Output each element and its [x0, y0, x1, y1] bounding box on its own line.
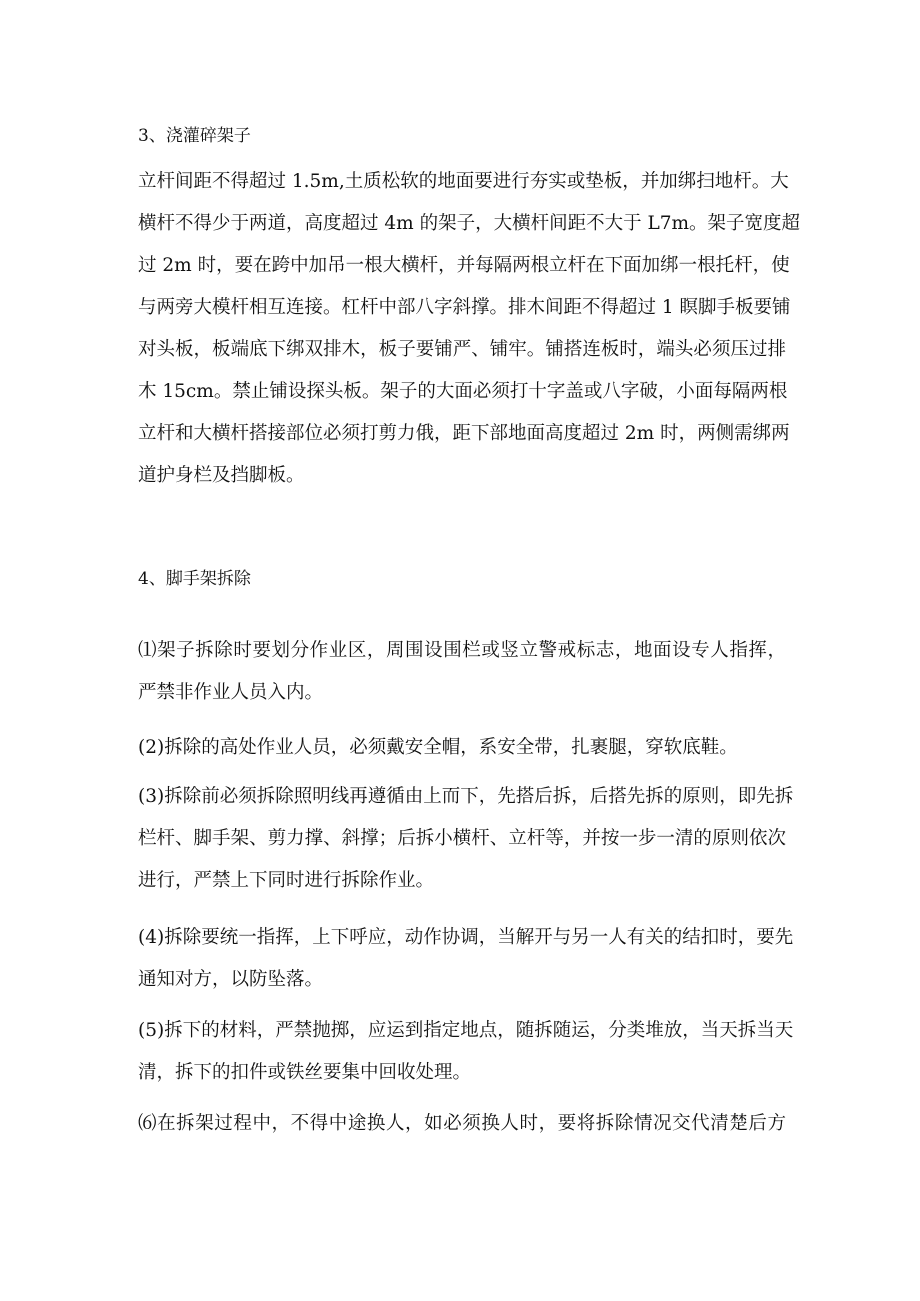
section-3-paragraph	[138, 161, 801, 497]
list-item-2	[138, 727, 786, 769]
paragraph-line: 木 15cm。禁止铺设探头板。架子的大面必须打十字盖或八字破，小面每隔两根	[138, 381, 788, 402]
list-item-3	[138, 776, 794, 902]
paragraph-line: 对头板，板端底下绑双排木，板子要铺严、铺牢。铺搭连板时，端头必须压过排	[138, 339, 786, 360]
section-3-heading: 3、浇灌碎架子	[138, 126, 251, 146]
list-item-line: (4)拆除要统一指挥，上下呼应，动作协调，当解开与另一人有关的结扣时，要先	[138, 927, 794, 948]
list-item-line: (5)拆下的材料，严禁抛掷，应运到指定地点，随拆随运，分类堆放，当天拆当天	[138, 1020, 794, 1041]
paragraph-line: 立杆间距不得超过 1.5m,土质松软的地面要进行夯实或垫板，并加绑扫地杆。大	[138, 171, 789, 192]
paragraph-line: 与两旁大模杆相互连接。杠杆中部八字斜撑。排木间距不得超过 1 瞑脚手板要铺	[138, 297, 791, 318]
list-item-line: 严禁非作业人员入内。	[138, 682, 324, 703]
list-item-4	[138, 917, 794, 1001]
list-item-5	[138, 1010, 794, 1094]
list-item-6	[138, 1103, 786, 1145]
paragraph-line: 道护身栏及挡脚板。	[138, 465, 305, 486]
list-item-line: (3)拆除前必须拆除照明线再遵循由上而下，先搭后拆，后搭先拆的原则，即先拆	[138, 786, 794, 807]
list-item-line: (2)拆除的高处作业人员，必须戴安全帽，系安全带，扎裹腿，穿软底鞋。	[138, 737, 738, 758]
list-item-line: ⑹在拆架过程中，不得中途换人，如必须换人时，要将拆除情况交代清楚后方	[138, 1113, 786, 1134]
list-item-line: 清，拆下的扣件或铁丝要集中回收处理。	[138, 1062, 472, 1083]
paragraph-line: 过 2m 时，要在跨中加吊一根大横杆，并每隔两根立杆在下面加绑一根托杆，使	[138, 255, 790, 276]
list-item-line: 通知对方，以防坠落。	[138, 969, 324, 990]
paragraph-line: 立杆和大横杆搭接部位必须打剪力俄，距下部地面高度超过 2m 时，两侧需绑两	[138, 423, 790, 444]
section-4-heading: 4、脚手架拆除	[138, 569, 251, 589]
list-item-line: 栏杆、脚手架、剪力撑、斜撑；后拆小横杆、立杆等，并按一步一清的原则依次	[138, 828, 786, 849]
list-item-line: 进行，严禁上下同时进行拆除作业。	[138, 870, 435, 891]
list-item-line: ⑴架子拆除时要划分作业区，周围设围栏或竖立警戒标志，地面设专人指挥，	[138, 640, 786, 661]
paragraph-line: 横杆不得少于两道，高度超过 4m 的架子，大横杆间距不大于 L7m。架子宽度超	[138, 213, 801, 234]
list-item-1	[138, 630, 786, 714]
